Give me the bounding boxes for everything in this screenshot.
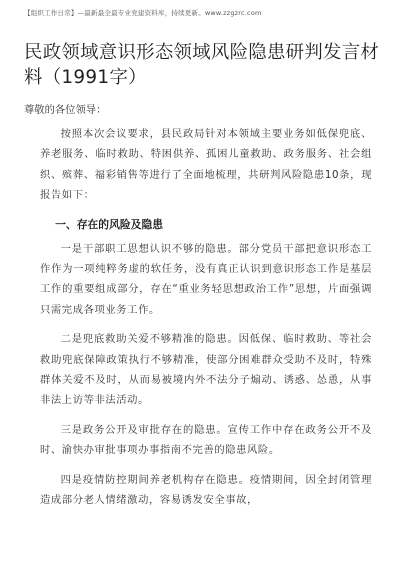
salutation: 尊敬的各位领导： bbox=[24, 104, 107, 116]
risk-point-3: 三是政务公开及审批存在的隐患。宣传工作中存在政务公开不及时、渝快办审批事项办事指南不完善的隐患风险。 bbox=[40, 423, 372, 457]
intro-paragraph: 按照本次会议要求，县民政局针对本领域主要业务如低保兜底、养老服务、临时救助、特困供养、孤困儿童救助、政务服务、社会组织、殡葬、福彩销售等进行了全面地梳理，共研判风险隐患10条，现报告如下： bbox=[40, 128, 372, 202]
risk-point-1: 一是干部职工思想认识不够的隐患。部分党员干部把意识形态工作作为一项纯粹务虚的软任务，没有真正认识到意识形态工作是基层工作的重要组成部分，存在“重业务轻思想政治工作”思想，片面强调只需完成各项业务工作。 bbox=[40, 242, 372, 316]
risk-point-4: 四是疫情防控期间养老机构存在隐患。疫情期间，因全封闭管理造成部分老人情绪激动，容易诱发安全事故， bbox=[40, 473, 372, 507]
document-title: 民政领域意识形态领域风险隐患研判发言材料（1991字） bbox=[24, 42, 380, 88]
document-body bbox=[40, 124, 372, 520]
section-heading: 一、存在的风险及隐患 bbox=[55, 217, 164, 231]
site-banner: 【组织工作日常】—最新最全最专业党建资料库，持续更新。www.zzgzrc.com bbox=[24, 9, 262, 17]
risk-point-2: 二是兜底救助关爱不够精准的隐患。因低保、临时救助、等社会救助兜底保障政策执行不够精准，使部分困难群众受助不及时，特殊群体关爱不及时，从而易被境内外不法分子煽动、诱惑、怂恿，从事非法上访等非法活动。 bbox=[40, 333, 372, 407]
